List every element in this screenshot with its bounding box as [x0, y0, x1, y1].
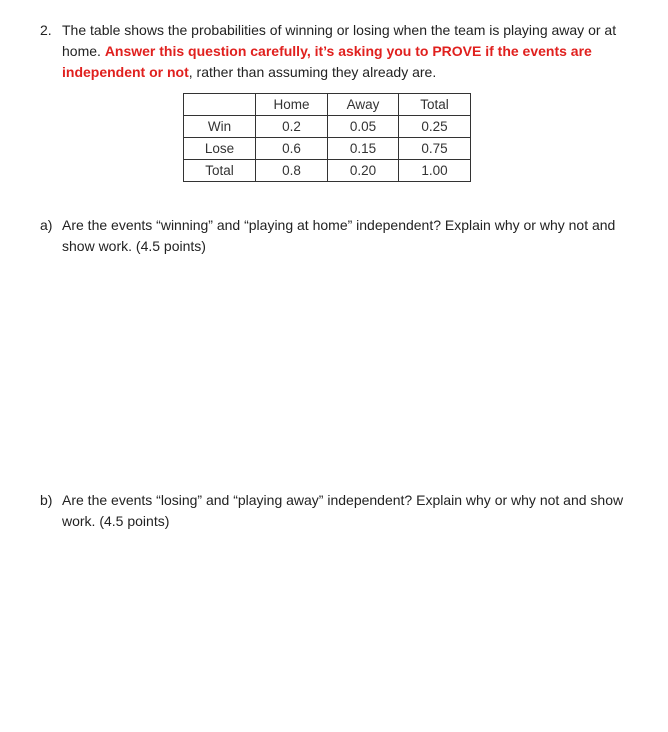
table-row	[184, 138, 471, 160]
table-cell: 0.05	[328, 116, 399, 138]
question-text	[62, 20, 640, 83]
table-cell: 0.6	[256, 138, 328, 160]
table-header-cell: Total	[399, 94, 471, 116]
table-cell: 0.25	[399, 116, 471, 138]
table-cell: 1.00	[399, 160, 471, 182]
table-row	[184, 160, 471, 182]
part-a-text: Are the events “winning” and “playing at home” independent? Explain why or why not and show work. (4.5 points)	[62, 217, 616, 254]
part-b	[40, 490, 640, 532]
part-a	[40, 215, 640, 257]
table-row-label: Win	[184, 116, 256, 138]
table-header-row	[184, 94, 471, 116]
table-row-label: Total	[184, 160, 256, 182]
table-cell: 0.20	[328, 160, 399, 182]
table-cell: 0.2	[256, 116, 328, 138]
part-b-text: Are the events “losing” and “playing away” independent? Explain why or why not and show work. (4.5 points)	[62, 492, 624, 529]
part-a-label: a)	[40, 217, 53, 233]
question-number: 2.	[40, 22, 52, 38]
table-cell: 0.75	[399, 138, 471, 160]
table-header-cell: Away	[328, 94, 399, 116]
table-row-label: Lose	[184, 138, 256, 160]
question-2	[40, 20, 640, 83]
part-b-label: b)	[40, 492, 53, 508]
question-text-start: The table shows the probabilities of winning or losing when the team is playing away or at home.	[62, 22, 617, 59]
question-text-end: , rather than assuming they already are.	[188, 64, 437, 80]
question-emphasis: Answer this question carefully, it’s asking you to PROVE if the events are independent or not	[62, 43, 592, 80]
probability-table	[183, 93, 471, 182]
table-row	[184, 116, 471, 138]
table-cell: 0.8	[256, 160, 328, 182]
table-header-cell: Home	[256, 94, 328, 116]
table-cell: 0.15	[328, 138, 399, 160]
table-header-cell	[184, 94, 256, 116]
